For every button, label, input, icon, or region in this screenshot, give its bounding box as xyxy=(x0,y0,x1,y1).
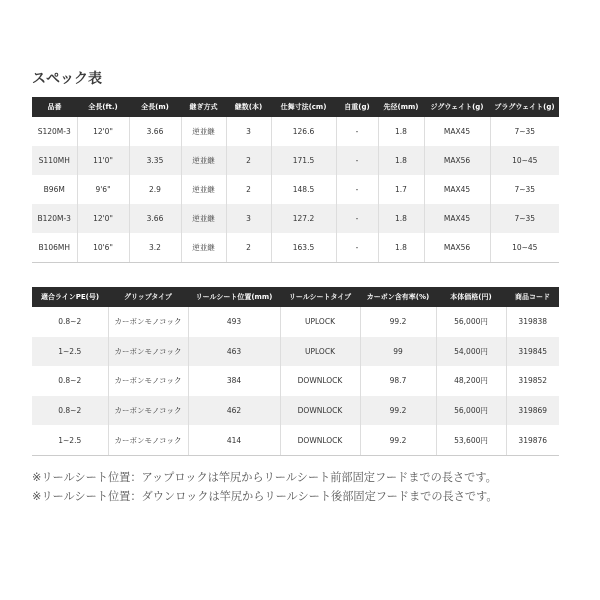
table-cell: 2 xyxy=(226,175,271,204)
spec-table-2 xyxy=(32,287,559,456)
column-header: 品番 xyxy=(32,97,77,117)
table-cell: 2 xyxy=(226,146,271,175)
table-cell: 462 xyxy=(188,396,280,426)
table-cell: 1.8 xyxy=(378,204,424,233)
table-cell: 10'6" xyxy=(77,233,129,263)
table-cell: 99.2 xyxy=(360,425,436,455)
table-row xyxy=(32,204,559,233)
column-header: 本体価格(円) xyxy=(436,287,506,307)
table-row xyxy=(32,146,559,175)
table-cell: 126.6 xyxy=(271,117,336,146)
table-cell: 1~2.5 xyxy=(32,337,108,367)
column-header: グリップタイプ xyxy=(108,287,188,307)
column-header: 先径(mm) xyxy=(378,97,424,117)
table-cell: DOWNLOCK xyxy=(280,366,360,396)
table-cell: 319876 xyxy=(506,425,559,455)
table-row xyxy=(32,233,559,263)
table-cell: 99.2 xyxy=(360,307,436,337)
table-cell: 56,000円 xyxy=(436,396,506,426)
column-header: 仕舞寸法(cm) xyxy=(271,97,336,117)
table-cell: 148.5 xyxy=(271,175,336,204)
table-cell: UPLOCK xyxy=(280,337,360,367)
table-cell: 99 xyxy=(360,337,436,367)
table-cell: 逆並継 xyxy=(181,117,226,146)
table-row xyxy=(32,117,559,146)
table-cell: 10~45 xyxy=(490,233,559,263)
table-cell: 0.8~2 xyxy=(32,396,108,426)
table-cell: 1~2.5 xyxy=(32,425,108,455)
table-cell: カーボンモノコック xyxy=(108,307,188,337)
table-cell: 0.8~2 xyxy=(32,366,108,396)
column-header: カーボン含有率(%) xyxy=(360,287,436,307)
table-cell: MAX56 xyxy=(424,146,490,175)
table-cell: 3.35 xyxy=(129,146,181,175)
table-cell: 逆並継 xyxy=(181,233,226,263)
table-cell: 319869 xyxy=(506,396,559,426)
table-cell: B96M xyxy=(32,175,77,204)
table-cell: 逆並継 xyxy=(181,204,226,233)
table-cell: 98.7 xyxy=(360,366,436,396)
column-header: 全長(ft.) xyxy=(77,97,129,117)
table-cell: 9'6" xyxy=(77,175,129,204)
table-cell: 463 xyxy=(188,337,280,367)
column-header: リールシート位置(mm) xyxy=(188,287,280,307)
table-cell: MAX56 xyxy=(424,233,490,263)
table-cell: MAX45 xyxy=(424,175,490,204)
table-cell: 逆並継 xyxy=(181,146,226,175)
column-header: 継ぎ方式 xyxy=(181,97,226,117)
table-cell: 2.9 xyxy=(129,175,181,204)
column-header: ジグウェイト(g) xyxy=(424,97,490,117)
table-cell: - xyxy=(336,117,378,146)
spec-title: スペック表 xyxy=(32,71,102,87)
table-row xyxy=(32,175,559,204)
table-cell: 11'0" xyxy=(77,146,129,175)
table-cell: 3 xyxy=(226,117,271,146)
table-cell: 56,000円 xyxy=(436,307,506,337)
table-cell: 493 xyxy=(188,307,280,337)
table-cell: DOWNLOCK xyxy=(280,425,360,455)
table-cell: 7~35 xyxy=(490,204,559,233)
table-cell: 3.66 xyxy=(129,204,181,233)
footnotes xyxy=(32,468,498,506)
table-cell: - xyxy=(336,175,378,204)
column-header: 商品コード xyxy=(506,287,559,307)
table-cell: 384 xyxy=(188,366,280,396)
table-cell: カーボンモノコック xyxy=(108,366,188,396)
table-cell: 414 xyxy=(188,425,280,455)
table-cell: 1.7 xyxy=(378,175,424,204)
table-cell: 3.2 xyxy=(129,233,181,263)
table-cell: MAX45 xyxy=(424,204,490,233)
table-cell: 7~35 xyxy=(490,117,559,146)
table-cell: 10~45 xyxy=(490,146,559,175)
table-cell: 2 xyxy=(226,233,271,263)
footnote: ※リールシート位置：アップロックは竿尻からリールシート前部固定フードまでの長さです。 xyxy=(32,471,497,484)
table-header-row xyxy=(32,287,559,307)
table-cell: 12'0" xyxy=(77,117,129,146)
table-cell: S120M-3 xyxy=(32,117,77,146)
column-header: 自重(g) xyxy=(336,97,378,117)
table-row xyxy=(32,307,559,337)
table-cell: 3.66 xyxy=(129,117,181,146)
table-row xyxy=(32,366,559,396)
table-row xyxy=(32,396,559,426)
table-header-row xyxy=(32,97,559,117)
table-cell: S110MH xyxy=(32,146,77,175)
table-cell: 1.8 xyxy=(378,146,424,175)
table-cell: 3 xyxy=(226,204,271,233)
table-cell: 0.8~2 xyxy=(32,307,108,337)
column-header: リールシートタイプ xyxy=(280,287,360,307)
table-cell: 319845 xyxy=(506,337,559,367)
table-cell: 171.5 xyxy=(271,146,336,175)
table-cell: 127.2 xyxy=(271,204,336,233)
table-cell: 99.2 xyxy=(360,396,436,426)
column-header: 全長(m) xyxy=(129,97,181,117)
table-cell: 319852 xyxy=(506,366,559,396)
table-cell: カーボンモノコック xyxy=(108,396,188,426)
column-header: 継数(本) xyxy=(226,97,271,117)
table-cell: - xyxy=(336,204,378,233)
table-cell: 1.8 xyxy=(378,117,424,146)
table-row xyxy=(32,425,559,455)
table-cell: UPLOCK xyxy=(280,307,360,337)
column-header: 適合ラインPE(号) xyxy=(32,287,108,307)
table-cell: 12'0" xyxy=(77,204,129,233)
table-cell: 48,200円 xyxy=(436,366,506,396)
table-row xyxy=(32,337,559,367)
table-cell: 163.5 xyxy=(271,233,336,263)
table-cell: B120M-3 xyxy=(32,204,77,233)
table-cell: 逆並継 xyxy=(181,175,226,204)
table-cell: - xyxy=(336,146,378,175)
table-cell: 7~35 xyxy=(490,175,559,204)
footnote: ※リールシート位置：ダウンロックは竿尻からリールシート後部固定フードまでの長さです。 xyxy=(32,490,498,503)
table-cell: 53,600円 xyxy=(436,425,506,455)
table-cell: 54,000円 xyxy=(436,337,506,367)
column-header: プラグウェイト(g) xyxy=(490,97,559,117)
table-cell: B106MH xyxy=(32,233,77,263)
table-cell: 1.8 xyxy=(378,233,424,263)
table-cell: MAX45 xyxy=(424,117,490,146)
spec-table xyxy=(32,97,559,263)
table-cell: カーボンモノコック xyxy=(108,337,188,367)
table-cell: DOWNLOCK xyxy=(280,396,360,426)
table-cell: - xyxy=(336,233,378,263)
table-cell: カーボンモノコック xyxy=(108,425,188,455)
table-cell: 319838 xyxy=(506,307,559,337)
